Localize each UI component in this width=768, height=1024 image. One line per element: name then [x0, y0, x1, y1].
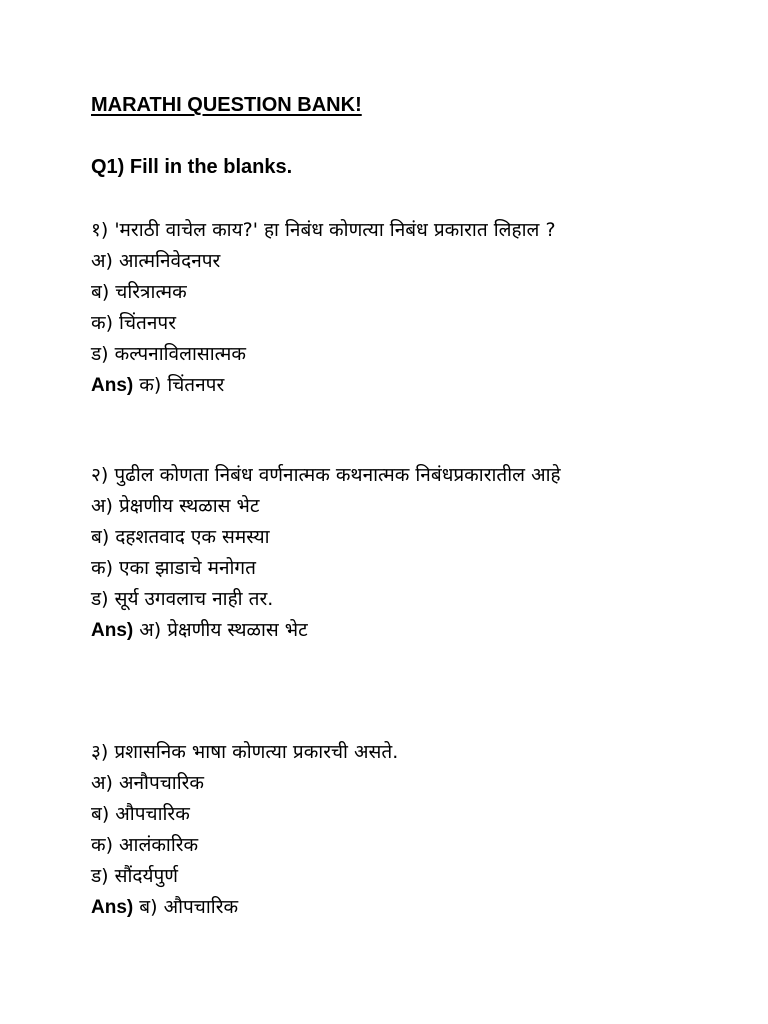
option-c: क) चिंतनपर	[91, 312, 176, 334]
document-title: MARATHI QUESTION BANK!	[91, 94, 362, 116]
option-a: अ) अनौपचारिक	[91, 772, 205, 794]
section-heading: Q1) Fill in the blanks.	[91, 156, 293, 178]
answer-value: ब) औपचारिक	[133, 896, 239, 918]
question-block-1	[91, 215, 691, 401]
option-c: क) आलंकारिक	[91, 834, 199, 856]
question-block-2	[91, 460, 691, 646]
answer-label: Ans)	[91, 620, 134, 641]
answer-label: Ans)	[91, 897, 134, 918]
option-c: क) एका झाडाचे मनोगत	[91, 557, 256, 579]
option-d: ड) सौंदर्यपुर्ण	[91, 865, 179, 887]
answer-line	[91, 892, 691, 923]
answer-line	[91, 370, 691, 401]
answer-label: Ans)	[91, 375, 134, 396]
question-block-3	[91, 737, 691, 923]
question-text: १) 'मराठी वाचेल काय?' हा निबंध कोणत्या निबंध प्रकारात लिहाल ?	[91, 219, 556, 241]
option-d: ड) कल्पनाविलासात्मक	[91, 343, 246, 365]
option-a: अ) आत्मनिवेदनपर	[91, 250, 221, 272]
answer-value: क) चिंतनपर	[133, 374, 225, 396]
option-b: ब) चरित्रात्मक	[91, 281, 187, 303]
answer-line	[91, 615, 691, 646]
option-b: ब) दहशतवाद एक समस्या	[91, 526, 270, 548]
option-d: ड) सूर्य उगवलाच नाही तर.	[91, 588, 274, 610]
question-text: २) पुढील कोणता निबंध वर्णनात्मक कथनात्मक निबंधप्रकारातील आहे	[91, 464, 561, 486]
question-text: ३) प्रशासनिक भाषा कोणत्या प्रकारची असते.	[91, 741, 399, 763]
answer-value: अ) प्रेक्षणीय स्थळास भेट	[133, 619, 308, 641]
option-a: अ) प्रेक्षणीय स्थळास भेट	[91, 495, 260, 517]
option-b: ब) औपचारिक	[91, 803, 190, 825]
